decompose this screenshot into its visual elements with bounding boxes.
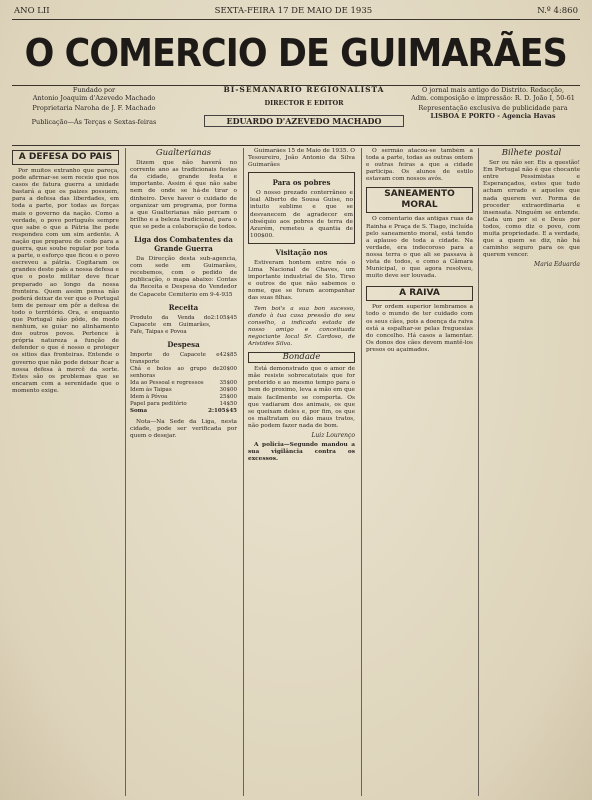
article-text-gualterianas: Dizem que não haverá no corrente ano as tradicionais festas da cidade, grande festa e importante. Assim é que não sabe nem de onde se há-de tirar o dinheiro. Deve haver o cuidado de organizar um programa, por forma a que Gualterianas não percam o brilho e a beleza tradicional, para o que se pede a colaboração de todos.	[130, 160, 237, 230]
ledger-row: Soma 2:105$45	[130, 407, 237, 414]
article-text-bondade: Está demonstrado que o amor de mãe resiste sobrecatutais que for preterido e ao mesmo tempo para o bem do proximo, leva a mão em que mais facilmente se comporta. Os que vadiaram dos animais, os que se queixam deles e, por fim, os que os maltratam ou dão maus tratos, não podem fazer nada de bom.	[248, 366, 355, 429]
article-text-liga: Da Direcção desta sub-agencia, com sede em Guimarães, recebemos, com o pedido de publicação, o mapa abaixo: Contas da Receita e Despesa do Vendedor de Capacete Cemiterio em 9-4-935	[130, 256, 237, 298]
founder-name: Antonio Joaquim d'Azevedo Machado	[32, 94, 156, 102]
header-rule	[12, 145, 580, 146]
publication-line: Publicação—Às Terças e Sextas-feiras	[31, 118, 157, 126]
article-heading-saneamento: SANEAMENTO MORAL	[366, 187, 473, 213]
founded-label: Fundado por	[72, 86, 116, 94]
year-label: ANO LII	[14, 6, 50, 16]
subheader	[14, 86, 578, 144]
director-label: DIRECTOR E EDITOR	[264, 99, 344, 107]
receita-heading: Receita	[168, 302, 199, 312]
article-text-raiva: Por ordem superior lembramos a todo o mundo de ter cuidado com os seus cães, pois a doença da raiva está a espalhar-se pelas freguesias do concelho. Há casos a lamentar. Os donos dos cães devem mantê-los presos ou açaimados.	[366, 304, 473, 353]
article-text-policia: A policia—Segundo mandou a sua vigilância contra os excessos.	[248, 442, 355, 463]
article-heading-liga: Liga dos Combatentes da Grande Guerra	[134, 235, 233, 254]
subheader-left	[14, 86, 174, 126]
top-bar	[14, 4, 578, 18]
ledger-row: Produto da Venda do Capacete em Guimarães, Fafe, Taipas e Povoa 2:105$45	[130, 314, 237, 335]
article-text-defesa: Por muitos extranho que pareça, pode afirmar-se sem receio que nos casos de fatura guerra a unidade bastará a que os paizes possuem, para a defesa das liberdades, em toda a parte, por todas as forças mais o governo da nação. Como a verdade, o povo português sempre que sabe o que a Pátria lhe pede respondeu com um sim ardente. A nação que preparou de cedo para a guerra, que soube regular por toda a parte, o esforço que ficou e o povo escreveu a pátria. Cogitaram os grandes deste país a nossa defesa e que o posto militar deve ficar preparado ao longo da nossa fronteira. Quem assim pensa não poderá deixar de ver que o Portugal tem de pensar em pôr a defesa de todo o território. Ora, e enquanto que Portugal não pôde, de modo nenhum, se guiar no alinhamento dos outros povos. Pertence à própria natureza a função de defender o que é nosso e proteger os sitios das fronteiras. Entende o governo que não pode deixar ficar a nossa defesa à mercê da sorte. Estes são os problemas que se encaram com a serenidade que o momento exige.	[12, 168, 119, 394]
ledger-note: Nota—Na Sede da Liga, nesta cidade, pode ser verificada por quem o desejar.	[130, 418, 237, 439]
article-heading-bilhete: Bilhete postal	[501, 148, 562, 158]
column-separator	[125, 148, 126, 796]
columns	[12, 148, 580, 796]
article-text-pobres: O nosso prezado conterrâneo e leal Alberto de Sousa Guise, no intuito sublime e que se desvanecem de agradecer em obséquio aos pobres de terra de Azurém, remeteu a quantia de 100$00.	[250, 190, 353, 239]
despesa-heading: Despesa	[167, 339, 200, 349]
info-line-2: Adm. composição e impressão: R. D. João I, 50-61	[411, 94, 575, 102]
article-intro-col4: O sermão atacou-se também a toda a parte, todas as outras ontem e outras feiras a que a cidade participa. Os alunos de estilo estavam com nossos avós.	[366, 148, 473, 183]
column-5	[483, 148, 580, 796]
subheader-right	[408, 86, 578, 120]
tagline: BI-SEMANARIO REGIONALISTA	[223, 85, 385, 94]
issue-number: N.º 4:860	[537, 6, 578, 16]
article-heading-defesa: A DEFESA DO PAIS	[12, 150, 119, 165]
issue-date: SEXTA-FEIRA 17 DE MAIO DE 1935	[214, 6, 373, 16]
article-heading-gualterianas: Gualterianas	[155, 148, 212, 158]
article-heading-raiva: A RAIVA	[366, 286, 473, 301]
column-separator	[478, 148, 479, 796]
column-1	[12, 148, 119, 796]
info-line-3: Representação exclusiva de publicidade para	[418, 104, 568, 112]
info-line-4: LISBOA E PORTO - Agencia Havas	[430, 112, 556, 120]
signature-bondade: Luiz Lourenço	[311, 432, 355, 439]
ledger-row: Chá e bolos ao grupo de senhoras 20$00	[130, 365, 237, 379]
masthead	[10, 22, 582, 84]
article-text-visit: Estiveram hontem entre nós o Lima Nacional de Chaves, um importante industrial de Sto. Tirso e outros de que não sabemos o nome, que se foram acompanhar das suas filhas.	[248, 259, 355, 302]
newspaper-title: O COMERCIO DE GUIMARÃES	[24, 31, 568, 75]
column-2	[130, 148, 237, 796]
ledger-row: Idem às Taipas 30$00	[130, 386, 237, 393]
article-heading-visit: Visitação nos	[275, 247, 328, 257]
column-3	[248, 148, 355, 796]
signature-bilhete: Maria Eduarda	[534, 261, 580, 269]
column-separator	[361, 148, 362, 796]
owner-line: Proprietaria Naroha de J. F. Machado	[32, 104, 156, 112]
subheader-center	[204, 86, 404, 127]
article-text-saneamento: O comentario das antigas ruas da Rainha e Praça de S. Tiago, incluída pelo saneamento moral, está tendo a aplauso de toda a cidade. Na verdade, era indecoroso para a nossa terra o que ali se passava à vista de todos, e como a Câmara Municipal, o que agora resolveu, muito deve ser louvada.	[366, 216, 473, 280]
quote-text: Tem boi's a sua bon sucesso, dando à tua casa pressão do seu conselho, a indicada estada de nosso amigo e conceituada negociante local Sr. Cardoso, de Aristides Silva.	[248, 305, 355, 347]
box-pobres	[248, 172, 355, 244]
article-heading-pobres: Para os pobres	[272, 178, 331, 188]
column-4	[366, 148, 473, 796]
ledger	[130, 315, 237, 415]
ledger-row: Ida ao Pessoal e regressos 35$00	[130, 379, 237, 386]
ledger-row: Papel para peditório 14$50	[130, 400, 237, 407]
director-name: EDUARDO D'AZEVEDO MACHADO	[204, 115, 404, 127]
notice-text: Guimarães 15 de Maio de 1935. O Tesoureiro, João Antonio da Silva Guimarães	[248, 148, 355, 169]
top-rule	[12, 19, 580, 20]
info-line-1: O jornal mais antigo do Distrito. Redacção,	[421, 86, 565, 94]
ledger-row: Idem à Póvoa 25$00	[130, 393, 237, 400]
article-heading-bondade: Bondade	[248, 352, 355, 363]
article-text-bilhete: Ser ou não ser. Eis a questão! Em Portugal não é que chocante entre Pessimistas e Esperançados, estes que tudo acham errado e aqueles que nada querem ver. Forma de proceder extraordinaria e insensata. Ninguém se entende. Cada um por si e Deus por todos, como diz o povo, com muita propriedade. E a verdade, que a quem se diz, não há caminho seguro para os que querem vencer.	[483, 160, 580, 259]
ledger-row: Importe do Capacete e transporte 42$85	[130, 351, 237, 365]
column-separator	[243, 148, 244, 796]
